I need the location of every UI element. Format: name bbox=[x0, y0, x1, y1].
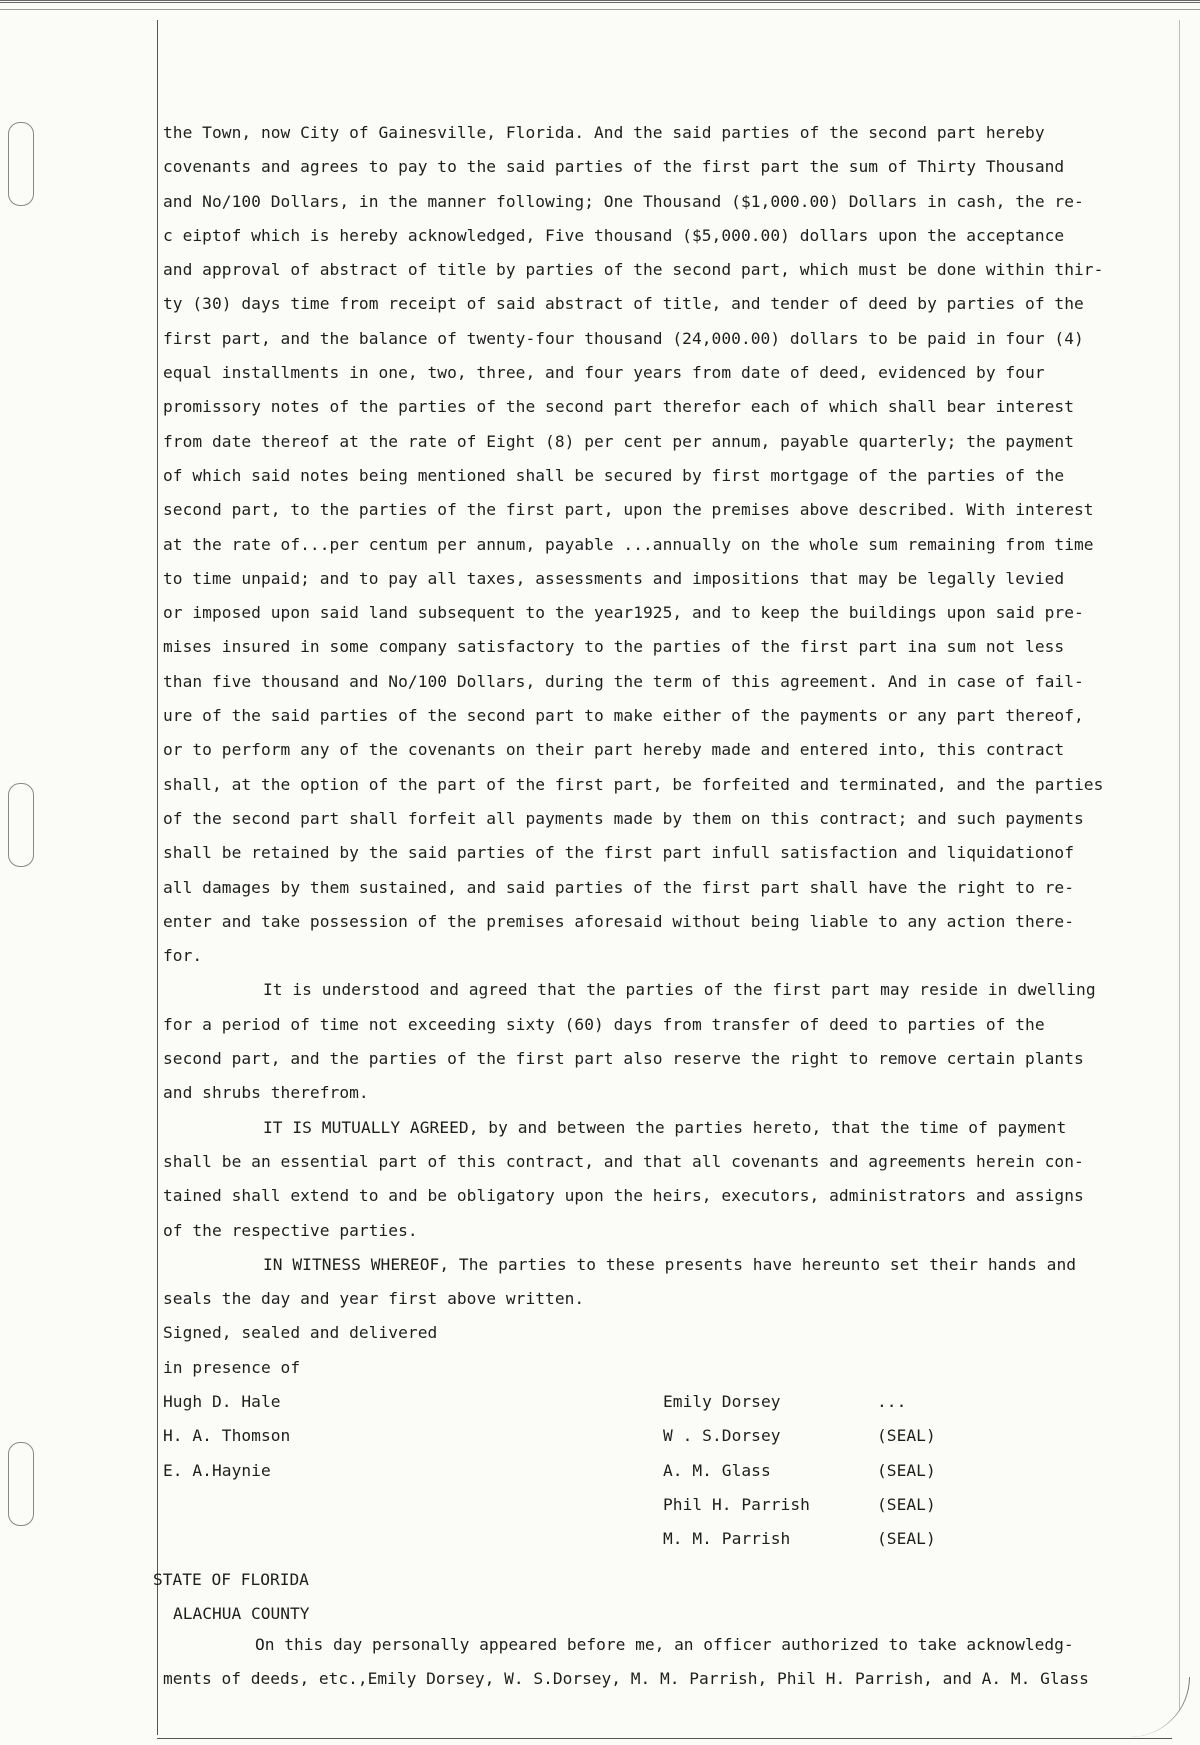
body-line: or to perform any of the covenants on their part hereby made and entered into, this contract bbox=[163, 740, 1065, 760]
body-line: promissory notes of the parties of the second part therefor each of which shall bear interest bbox=[163, 397, 1074, 417]
paragraph-mutually-agreed bbox=[163, 1111, 1168, 1248]
seal-mark: (SEAL) bbox=[877, 1426, 936, 1446]
witness-list bbox=[163, 1385, 290, 1488]
body-line: tained shall extend to and be obligatory upon the heirs, executors, administrators and assigns bbox=[163, 1186, 1084, 1206]
signed-statement bbox=[163, 1316, 1168, 1385]
seal-mark: (SEAL) bbox=[877, 1529, 936, 1549]
paragraph-witness bbox=[163, 1248, 1168, 1317]
punch-hole-middle bbox=[8, 783, 34, 867]
body-line: equal installments in one, two, three, and four years from date of deed, evidenced by four bbox=[163, 363, 1045, 383]
right-edge-rule bbox=[1179, 20, 1180, 1710]
body-line: for. bbox=[163, 946, 203, 966]
body-line: or imposed upon said land subsequent to the year1925, and to keep the buildings upon said pre- bbox=[163, 603, 1084, 623]
party-name: Phil H. Parrish bbox=[663, 1494, 810, 1514]
signature-block bbox=[163, 1385, 1168, 1555]
witness-name: Hugh D. Hale bbox=[163, 1391, 281, 1411]
party-name: W . S.Dorsey bbox=[663, 1426, 781, 1446]
seal-list bbox=[877, 1385, 936, 1556]
body-line: of which said notes being mentioned shall be secured by first mortgage of the parties of the bbox=[163, 465, 1065, 485]
seal-mark: (SEAL) bbox=[877, 1494, 936, 1514]
ack-line: On this day personally appeared before me, an officer authorized to take acknowledg- bbox=[255, 1635, 1074, 1654]
document-body bbox=[163, 116, 1168, 1555]
body-line: It is understood and agreed that the parties of the first part may reside in dwelling bbox=[263, 980, 1096, 1000]
body-line: first part, and the balance of twenty-four thousand (24,000.00) dollars to be paid in four (4) bbox=[163, 328, 1084, 348]
body-line: of the respective parties. bbox=[163, 1220, 418, 1240]
punch-hole-top bbox=[8, 122, 34, 206]
body-line: seals the day and year first above written. bbox=[163, 1289, 585, 1309]
seal-mark: (SEAL) bbox=[877, 1460, 936, 1480]
body-line: IT IS MUTUALLY AGREED, by and between the parties hereto, that the time of payment bbox=[263, 1117, 1067, 1137]
body-line: for a period of time not exceeding sixty (60) days from transfer of deed to parties of the bbox=[163, 1014, 1045, 1034]
county-heading: ALACHUA COUNTY bbox=[173, 1604, 310, 1624]
paragraph-main bbox=[163, 116, 1168, 973]
body-line: and No/100 Dollars, in the manner following; One Thousand ($1,000.00) Dollars in cash, the re- bbox=[163, 191, 1084, 211]
body-line: shall be an essential part of this contract, and that all covenants and agreements herein con- bbox=[163, 1151, 1084, 1171]
paragraph-residence bbox=[163, 973, 1168, 1110]
body-line: second part, and the parties of the first part also reserve the right to remove certain plants bbox=[163, 1049, 1084, 1069]
body-line: second part, to the parties of the first part, upon the premises above described. With interest bbox=[163, 500, 1094, 520]
body-line: in presence of bbox=[163, 1357, 301, 1377]
body-line: and approval of abstract of title by parties of the second part, which must be done within thir- bbox=[163, 260, 1104, 280]
body-line: from date thereof at the rate of Eight (8) per cent per annum, payable quarterly; the payment bbox=[163, 431, 1074, 451]
body-line: mises insured in some company satisfactory to the parties of the first part ina sum not less bbox=[163, 637, 1065, 657]
body-line: enter and take possession of the premises aforesaid without being liable to any action there- bbox=[163, 911, 1074, 931]
body-line: ty (30) days time from receipt of said abstract of title, and tender of deed by parties of the bbox=[163, 294, 1084, 314]
body-line: IN WITNESS WHEREOF, The parties to these presents have hereunto set their hands and bbox=[263, 1254, 1077, 1274]
party-name: Emily Dorsey bbox=[663, 1391, 781, 1411]
venue-block bbox=[153, 1563, 309, 1632]
body-line: ure of the said parties of the second part to make either of the payments or any part thereof, bbox=[163, 706, 1084, 726]
acknowledgment bbox=[163, 1628, 1168, 1697]
witness-name: H. A. Thomson bbox=[163, 1426, 291, 1446]
bottom-rule bbox=[157, 1738, 1172, 1739]
body-line: at the rate of...per centum per annum, payable ...annually on the whole sum remaining from time bbox=[163, 534, 1094, 554]
left-margin-rule bbox=[157, 20, 158, 1735]
body-line: to time unpaid; and to pay all taxes, assessments and impositions that may be legally levied bbox=[163, 568, 1065, 588]
punch-hole-bottom bbox=[8, 1442, 34, 1526]
body-line: covenants and agrees to pay to the said parties of the first part the sum of Thirty Thousand bbox=[163, 157, 1065, 177]
body-line: the Town, now City of Gainesville, Florida. And the said parties of the second part hereby bbox=[163, 123, 1045, 142]
state-heading: STATE OF FLORIDA bbox=[153, 1570, 309, 1589]
top-border bbox=[0, 0, 1200, 10]
seal-mark: ... bbox=[877, 1391, 907, 1411]
body-line: than five thousand and No/100 Dollars, during the term of this agreement. And in case of fail- bbox=[163, 671, 1084, 691]
party-name: A. M. Glass bbox=[663, 1460, 771, 1480]
witness-name: E. A.Haynie bbox=[163, 1460, 271, 1480]
body-line: shall be retained by the said parties of the first part infull satisfaction and liquidationof bbox=[163, 843, 1074, 863]
body-line: and shrubs therefrom. bbox=[163, 1083, 369, 1103]
body-line: all damages by them sustained, and said parties of the first part shall have the right to re- bbox=[163, 877, 1074, 897]
body-line: c eiptof which is hereby acknowledged, Five thousand ($5,000.00) dollars upon the acceptance bbox=[163, 225, 1065, 245]
ack-line: ments of deeds, etc.,Emily Dorsey, W. S.Dorsey, M. M. Parrish, Phil H. Parrish, and A. M. Glass bbox=[163, 1669, 1089, 1689]
party-list bbox=[663, 1385, 810, 1556]
body-line: shall, at the option of the part of the first part, be forfeited and terminated, and the parties bbox=[163, 774, 1104, 794]
body-line: Signed, sealed and delivered bbox=[163, 1323, 438, 1343]
body-line: of the second part shall forfeit all payments made by them on this contract; and such payments bbox=[163, 808, 1084, 828]
party-name: M. M. Parrish bbox=[663, 1529, 791, 1549]
